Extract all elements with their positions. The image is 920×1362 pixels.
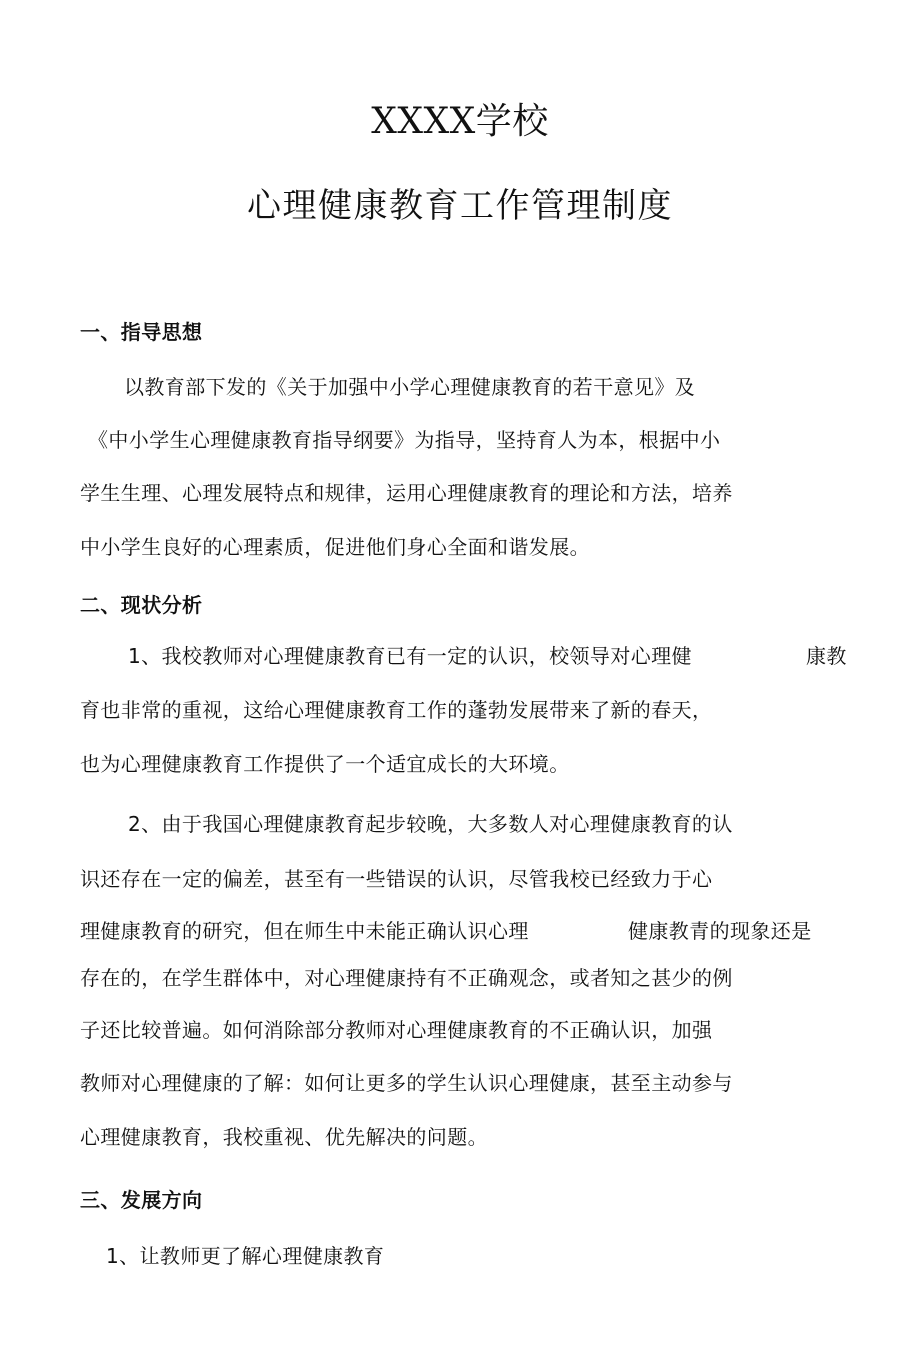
paragraph-line: 教师对心理健康的了解：如何让更多的学生认识心理健康，甚至主动参与 (80, 1071, 733, 1095)
paragraph-line-fragment: 康教 (806, 644, 847, 668)
paragraph-line: 以教育部下发的《关于加强中小学心理健康教育的若干意见》及 (124, 375, 696, 399)
paragraph-line: 《中小学生心理健康教育指导纲要》为指导，坚持育人为本，根据中小 (88, 428, 721, 452)
paragraph-line: 学生生理、心理发展特点和规律，运用心理健康教育的理论和方法，培养 (80, 481, 733, 505)
list-item: 1、让教师更了解心理健康教育 (106, 1244, 385, 1268)
school-title: XXXX学校 (371, 101, 549, 142)
paragraph-line: 1、我校教师对心理健康教育已有一定的认识，校领导对心理健 (128, 644, 692, 668)
section-heading-current-analysis: 二、现状分析 (80, 593, 203, 617)
paragraph-line: 也为心理健康教育工作提供了一个适宜成长的大环境。 (80, 752, 570, 776)
paragraph-line: 子还比较普遍。如何消除部分教师对心理健康教育的不正确认识，加强 (80, 1018, 713, 1042)
paragraph-line: 育也非常的重视，这给心理健康教育工作的蓬勃发展带来了新的春天， (80, 698, 713, 722)
paragraph-line: 心理健康教育，我校重视、优先解决的问题。 (80, 1125, 488, 1149)
paragraph-line: 理健康教育的研究，但在师生中未能正确认识心理 (80, 919, 529, 943)
paragraph-line-fragment: 健康教青的现象还是 (628, 919, 812, 943)
paragraph-line: 识还存在一定的偏差，甚至有一些错误的认识，尽管我校已经致力于心 (80, 867, 713, 891)
paragraph-line: 2、由于我国心理健康教育起步较晚，大多数人对心理健康教育的认 (128, 812, 733, 836)
paragraph-line: 中小学生良好的心理素质，促进他们身心全面和谐发展。 (80, 535, 590, 559)
paragraph-line: 存在的，在学生群体中，对心理健康持有不正确观念，或者知之甚少的例 (80, 966, 733, 990)
document-title: 心理健康教育工作管理制度 (247, 186, 673, 226)
section-heading-guiding-ideology: 一、指导思想 (80, 320, 203, 344)
section-heading-development-direction: 三、发展方向 (80, 1188, 203, 1212)
